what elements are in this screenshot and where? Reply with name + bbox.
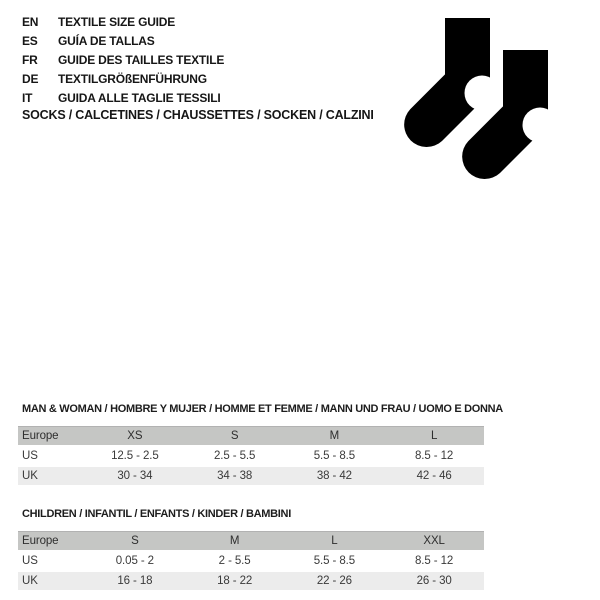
- size-table-children: [18, 529, 484, 592]
- table-row: [18, 467, 484, 485]
- table-section-children: [18, 508, 484, 592]
- language-list: [22, 13, 224, 108]
- size-cell: 34 - 38: [185, 467, 285, 485]
- socks-icon: [402, 5, 570, 191]
- language-code: DE: [22, 72, 39, 86]
- table-title-adults: MAN & WOMAN / HOMBRE Y MUJER / HOMME ET FEMME / MANN UND FRAU / UOMO E DONNA: [22, 403, 503, 415]
- table-title-children: CHILDREN / INFANTIL / ENFANTS / KINDER / BAMBINI: [22, 508, 291, 520]
- row-label: US: [22, 555, 38, 567]
- column-header: S: [85, 531, 185, 550]
- size-cell: 42 - 46: [384, 467, 484, 485]
- table-header-row: [18, 426, 484, 445]
- language-row: [22, 51, 224, 70]
- size-cell: 26 - 30: [384, 572, 484, 590]
- language-row: [22, 89, 224, 108]
- table-row: [18, 572, 484, 590]
- language-code: EN: [22, 15, 39, 29]
- size-cell: 22 - 26: [285, 572, 385, 590]
- language-code: FR: [22, 53, 38, 67]
- row-label: US: [22, 450, 38, 462]
- size-table-adults: [18, 424, 484, 487]
- language-code: IT: [22, 91, 33, 105]
- column-header: L: [285, 531, 385, 550]
- size-cell: 18 - 22: [185, 572, 285, 590]
- language-label: GUÍA DE TALLAS: [58, 34, 155, 48]
- column-header: S: [185, 426, 285, 445]
- language-label: TEXTILE SIZE GUIDE: [58, 15, 176, 29]
- size-cell: 5.5 - 8.5: [313, 450, 356, 462]
- size-cell: 16 - 18: [85, 572, 185, 590]
- size-cell: 2 - 5.5: [218, 555, 251, 567]
- language-row: [22, 70, 224, 89]
- size-cell: 38 - 42: [285, 467, 385, 485]
- language-label: TEXTILGRÖßENFÜHRUNG: [58, 72, 207, 86]
- language-row: [22, 32, 224, 51]
- column-header: M: [185, 531, 285, 550]
- table-header-row: [18, 531, 484, 550]
- language-row: [22, 13, 224, 32]
- column-header: L: [384, 426, 484, 445]
- size-cell: 30 - 34: [85, 467, 185, 485]
- size-cell: 0.05 - 2: [115, 555, 154, 567]
- table-row: [18, 552, 484, 570]
- category-line: SOCKS / CALCETINES / CHAUSSETTES / SOCKEN / CALZINI: [22, 108, 374, 122]
- language-label: GUIDE DES TAILLES TEXTILE: [58, 53, 225, 67]
- row-label: UK: [18, 467, 85, 485]
- row-label: UK: [18, 572, 85, 590]
- column-header: XXL: [384, 531, 484, 550]
- column-header: Europe: [18, 531, 85, 550]
- size-cell: 5.5 - 8.5: [313, 555, 356, 567]
- table-section-adults: [18, 403, 503, 487]
- column-header: Europe: [18, 426, 85, 445]
- table-row: [18, 447, 484, 465]
- language-code: ES: [22, 34, 38, 48]
- size-cell: 12.5 - 2.5: [111, 450, 159, 462]
- size-cell: 8.5 - 12: [415, 555, 454, 567]
- language-label: GUIDA ALLE TAGLIE TESSILI: [58, 91, 221, 105]
- size-cell: 8.5 - 12: [415, 450, 454, 462]
- size-cell: 2.5 - 5.5: [213, 450, 256, 462]
- column-header: M: [285, 426, 385, 445]
- column-header: XS: [85, 426, 185, 445]
